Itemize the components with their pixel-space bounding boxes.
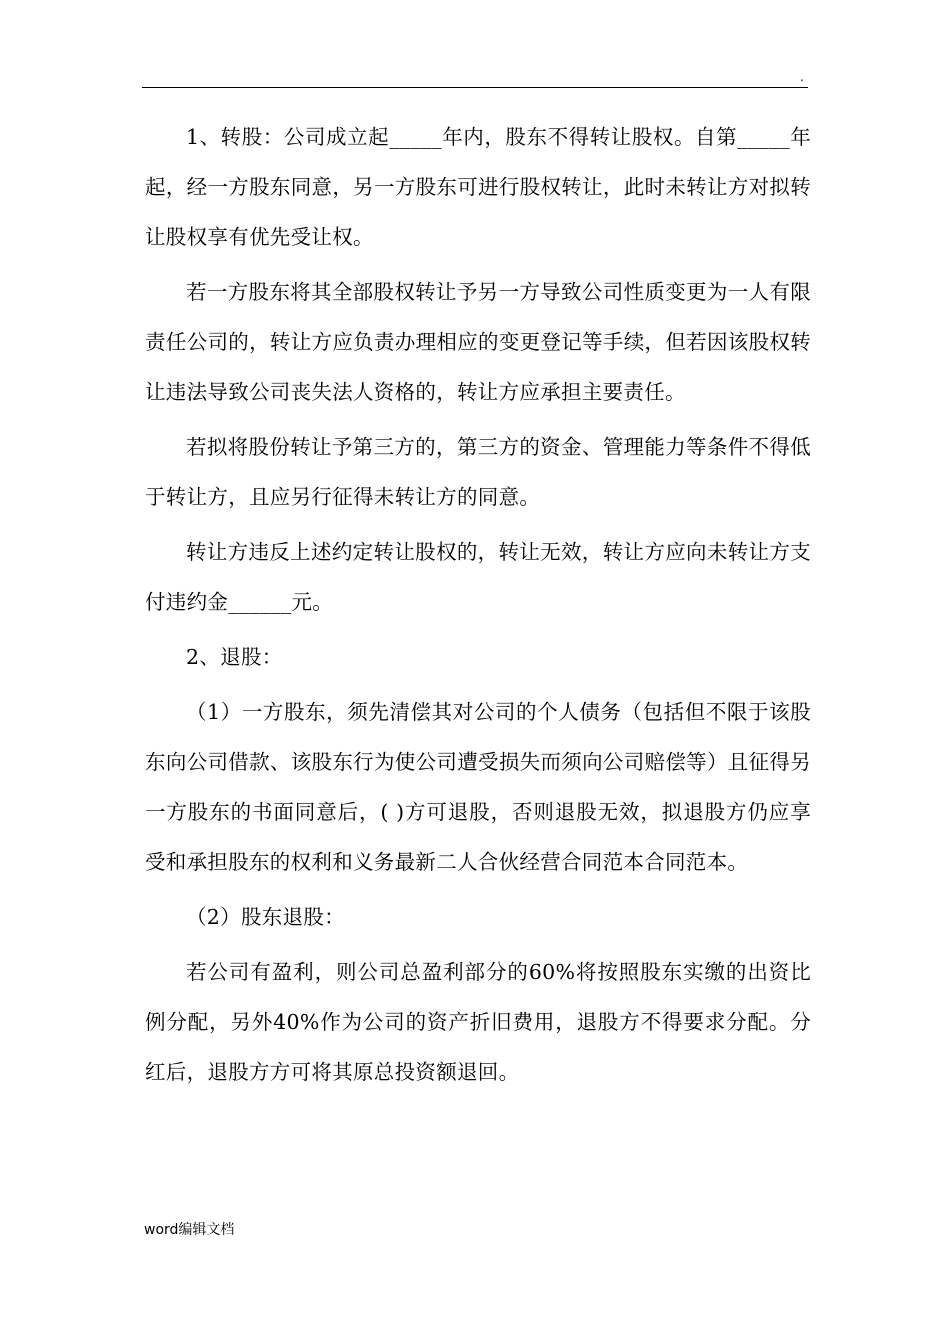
paragraph-profit-distribution: 若公司有盈利，则公司总盈利部分的60%将按照股东实缴的出资比例分配，另外40%作为公司的资产折旧费用，退股方不得要求分配。分红后，退股方方可将其原总投资额退回。 — [145, 960, 811, 1084]
footer-label: word编辑文档 — [144, 1222, 235, 1238]
paragraph-withdrawal-item-1: （1）一方股东，须先清偿其对公司的个人债务（包括但不限于该股东向公司借款、该股东行为使公司遭受损失而须向公司赔偿等）且征得另一方股东的书面同意后，( )方可退股，否则退股无效，拟退股方仍应享受和承担股东的权利和义务最新二人合伙经营合同范本合同范本。 — [145, 700, 811, 874]
paragraph-withdrawal-heading: 2、退股： — [186, 645, 283, 669]
header-rule — [142, 87, 808, 88]
paragraph-transfer-clause: 1、转股：公司成立起_____年内，股东不得转让股权。自第_____年起，经一方股东同意，另一方股东可进行股权转让，此时未转让方对拟转让股权享有优先受让权。 — [145, 125, 811, 249]
header-dot: . — [800, 70, 804, 84]
document-body — [145, 112, 811, 1102]
paragraph-third-party: 若拟将股份转让予第三方的，第三方的资金、管理能力等条件不得低于转让方，且应另行征得未转让方的同意。 — [145, 435, 811, 509]
paragraph-withdrawal-item-2: （2）股东退股： — [186, 905, 345, 929]
paragraph-breach-penalty: 转让方违反上述约定转让股权的，转让无效，转让方应向未转让方支付违约金______元。 — [145, 540, 811, 614]
paragraph-full-transfer: 若一方股东将其全部股权转让予另一方导致公司性质变更为一人有限责任公司的，转让方应负责办理相应的变更登记等手续，但若因该股权转让违法导致公司丧失法人资格的，转让方应承担主要责任。 — [145, 280, 811, 404]
